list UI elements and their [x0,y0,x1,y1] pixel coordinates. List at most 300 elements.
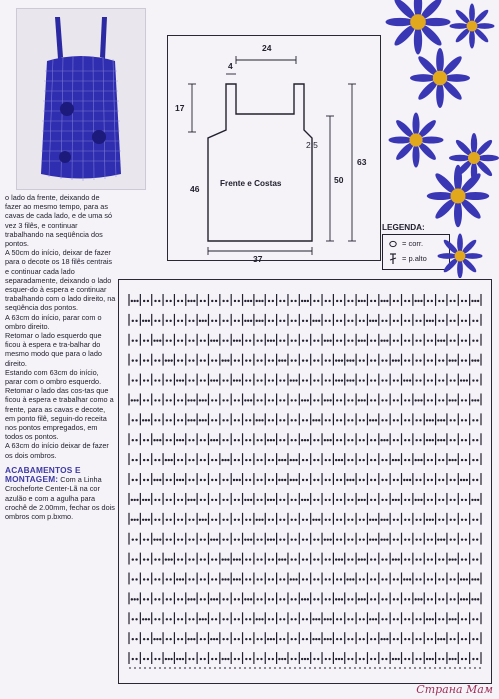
chain-mark [290,479,292,481]
chain-mark [199,419,201,421]
chain-mark [419,439,421,441]
chain-mark [200,459,202,461]
chain-mark [453,578,455,580]
chain-mark [472,459,474,461]
dim-total: 63 [357,157,367,167]
chain-mark [397,638,399,640]
chain-mark [181,598,183,600]
chain-mark [132,419,134,421]
chain-mark [347,419,349,421]
chain-mark [270,340,272,342]
chain-mark [438,519,440,521]
chain-mark [352,578,354,580]
chain-mark [147,439,149,441]
chain-mark [351,459,353,461]
chain-mark [295,379,297,381]
chain-mark [215,578,217,580]
chain-mark [221,558,223,560]
chain-mark [463,598,465,600]
chain-mark [420,459,422,461]
watermark: Страна Мам [416,683,493,696]
chain-mark [471,300,473,302]
chain-mark [226,499,228,501]
chain-mark [372,320,374,322]
chain-mark [404,439,406,441]
chain-mark [431,578,433,580]
chain-mark [471,598,473,600]
chain-mark [179,578,181,580]
chain-mark [374,359,376,361]
chain-mark [132,379,134,381]
chain-mark [245,340,247,342]
chain-mark [143,340,145,342]
chain-mark [395,359,397,361]
chain-mark [302,618,304,620]
chain-mark [358,598,360,600]
chain-mark [249,558,251,560]
chain-mark [437,340,439,342]
chain-mark [472,340,474,342]
chain-mark [340,439,342,441]
chain-mark [202,618,204,620]
chain-mark [182,479,184,481]
chain-mark [169,519,171,521]
chain-mark [415,578,417,580]
chain-mark [234,538,236,540]
chain-mark [278,658,280,660]
chain-mark [215,618,217,620]
chain-mark [203,379,205,381]
chain-mark [188,379,190,381]
chain-mark [284,359,286,361]
chain-mark [370,340,372,342]
chain-mark [279,300,281,302]
chain-mark [165,459,167,461]
chain-mark [177,459,179,461]
chain-mark [318,419,320,421]
chain-mark [261,419,263,421]
chain-mark [385,359,387,361]
chain-mark [136,300,138,302]
chain-mark [417,598,419,600]
chain-mark [181,519,183,521]
chain-mark [306,638,308,640]
chain-mark [224,658,226,660]
chain-mark [133,519,135,521]
chain-mark [359,379,361,381]
chain-mark [158,519,160,521]
chain-mark [317,538,319,540]
chain-mark [145,419,147,421]
chain-mark [132,320,134,322]
chain-mark [306,519,308,521]
chain-mark [438,359,440,361]
chain-mark [169,598,171,600]
chain-mark [370,359,372,361]
chain-mark [302,578,304,580]
chain-mark [199,399,201,401]
chain-mark [362,379,364,381]
chain-mark [203,439,205,441]
chain-mark [370,598,372,600]
chain-mark [466,598,468,600]
chain-mark [181,618,183,620]
chain-mark [325,419,327,421]
chain-mark [351,598,353,600]
chain-mark [461,618,463,620]
chain-mark [302,359,304,361]
chain-mark [301,439,303,441]
chain-mark [313,598,315,600]
chain-mark [461,638,463,640]
chain-mark [147,340,149,342]
chain-mark [147,538,149,540]
chain-mark [284,459,286,461]
chain-mark [347,538,349,540]
chain-mark [476,320,478,322]
chain-mark [431,479,433,481]
chain-mark [351,419,353,421]
chain-mark [159,538,161,540]
chain-mark [451,618,453,620]
chain-mark [426,519,428,521]
chain-mark [369,538,371,540]
chain-mark [222,499,224,501]
chain-mark [318,638,320,640]
chain-mark [471,359,473,361]
chain-mark [375,618,377,620]
chain-mark [145,499,147,501]
chain-mark [442,479,444,481]
chain-mark [176,479,178,481]
chain-mark [431,340,433,342]
chain-mark [374,638,376,640]
chain-mark [375,320,377,322]
chain-mark [256,479,258,481]
chain-mark [415,359,417,361]
chain-mark [385,499,387,501]
chain-mark [415,439,417,441]
chain-mark [454,359,456,361]
chain-mark [385,459,387,461]
chain-mark [328,459,330,461]
chain-mark [351,300,353,302]
chain-mark [166,399,168,401]
chain-mark [374,558,376,560]
chain-mark [260,578,262,580]
chain-mark [351,439,353,441]
chain-mark [169,320,171,322]
instruction-paragraph: A 50cm do início, deixar de fazer para o decote os 18 filês centrais e continuar cada lado separadamente, deixando o lado esquer-do à espera e continuar trabalhando com o lado direito, na seqüência dos pontos. [5,248,116,313]
chain-mark [374,459,376,461]
chain-mark [336,439,338,441]
chain-mark [324,399,326,401]
chain-mark [476,538,478,540]
chain-mark [177,359,179,361]
chain-mark [168,459,170,461]
chain-mark [166,439,168,441]
chain-mark [181,359,183,361]
chain-mark [304,658,306,660]
chain-mark [215,359,217,361]
chain-mark [256,340,258,342]
chain-mark [256,598,258,600]
chain-mark [132,340,134,342]
chain-mark [431,558,433,560]
chain-mark [227,558,229,560]
chain-mark [431,598,433,600]
chain-mark [465,558,467,560]
chain-mark [203,578,205,580]
chain-mark [244,399,246,401]
chain-mark [397,419,399,421]
chain-mark [381,419,383,421]
chain-mark [450,499,452,501]
chain-mark [340,519,342,521]
chain-mark [132,439,134,441]
chain-mark [279,439,281,441]
chain-mark [156,479,158,481]
chain-mark [403,578,405,580]
chain-mark [372,618,374,620]
chain-mark [304,499,306,501]
chain-mark [284,658,286,660]
chain-mark [438,578,440,580]
chain-mark [233,558,235,560]
chain-mark [338,598,340,600]
chain-mark [443,439,445,441]
chain-mark [249,638,251,640]
chain-mark [291,340,293,342]
chain-mark [461,459,463,461]
chain-mark [317,479,319,481]
chain-mark [393,399,395,401]
chain-mark [325,598,327,600]
chain-mark [461,658,463,660]
schematic-diagram [167,35,381,264]
chain-mark [397,618,399,620]
chain-mark [267,538,269,540]
chain-mark [147,300,149,302]
chain-mark [324,618,326,620]
chain-mark [336,479,338,481]
chain-mark [147,638,149,640]
chain-mark [359,459,361,461]
chain-mark [397,320,399,322]
chain-mark [361,558,363,560]
chain-mark [417,459,419,461]
chain-mark [170,558,172,560]
chain-mark [375,538,377,540]
chain-mark [397,538,399,540]
chain-mark [370,479,372,481]
chain-mark [325,558,327,560]
chain-mark [213,598,215,600]
chain-mark [245,439,247,441]
chain-mark [294,638,296,640]
chain-mark [168,558,170,560]
chain-mark [301,658,303,660]
chain-mark [227,359,229,361]
chain-mark [268,578,270,580]
chain-mark [291,519,293,521]
chain-mark [222,320,224,322]
chain-mark [249,578,251,580]
chain-mark [386,538,388,540]
instruction-paragraph: A 63cm do início deixar de fazer os dois ombros. [5,441,109,460]
chain-mark [192,558,194,560]
chain-mark [245,519,247,521]
chain-mark [295,578,297,580]
chain-mark [461,340,463,342]
chain-mark [419,638,421,640]
chain-mark [358,399,360,401]
chain-mark [359,578,361,580]
chain-mark [397,479,399,481]
chain-mark [158,578,160,580]
chain-mark [148,618,150,620]
chain-mark [476,459,478,461]
chain-mark [419,578,421,580]
chain-mark [404,340,406,342]
chain-mark [432,519,434,521]
chain-mark [461,499,463,501]
chain-mark [347,459,349,461]
chain-mark [472,538,474,540]
chain-mark [147,459,149,461]
chain-mark [294,538,296,540]
chain-mark [272,300,274,302]
chain-mark [294,519,296,521]
chain-mark [370,300,372,302]
chain-mark [442,658,444,660]
chain-mark [192,519,194,521]
chain-mark [304,399,306,401]
chain-mark [135,658,137,660]
chain-mark [221,359,223,361]
chain-mark [222,519,224,521]
chain-mark [328,598,330,600]
chain-mark [409,479,411,481]
chain-mark [472,618,474,620]
chain-mark [133,300,135,302]
chain-mark [291,399,293,401]
chain-mark [415,320,417,322]
chain-mark [450,419,452,421]
chain-mark [270,638,272,640]
chain-mark [443,638,445,640]
chain-mark [249,359,251,361]
chain-mark [386,638,388,640]
chain-mark [474,399,476,401]
chain-mark [358,340,360,342]
chain-mark [466,578,468,580]
chain-mark [335,359,337,361]
chain-mark [419,419,421,421]
chain-mark [385,618,387,620]
chain-mark [465,538,467,540]
chain-mark [336,300,338,302]
chain-mark [460,379,462,381]
chain-mark [393,439,395,441]
chain-mark [169,638,171,640]
chain-mark [351,499,353,501]
chain-mark [442,558,444,560]
chain-mark [340,399,342,401]
chain-mark [256,439,258,441]
chain-mark [397,439,399,441]
chain-mark [393,638,395,640]
chain-mark [404,538,406,540]
chain-mark [291,419,293,421]
chain-mark [450,479,452,481]
chain-mark [325,499,327,501]
chain-mark [380,638,382,640]
chain-mark [359,320,361,322]
chain-mark [472,558,474,560]
chain-mark [256,459,258,461]
chain-mark [374,379,376,381]
chain-mark [182,578,184,580]
chain-mark [247,320,249,322]
chain-mark [170,459,172,461]
chain-mark [192,578,194,580]
chain-mark [177,399,179,401]
chain-mark [177,538,179,540]
chain-mark [226,419,228,421]
chain-mark [267,499,269,501]
chain-mark [153,340,155,342]
chain-mark [431,538,433,540]
chain-mark [147,558,149,560]
chain-mark [404,638,406,640]
chain-mark [306,459,308,461]
chain-mark [268,519,270,521]
chain-mark [158,399,160,401]
chain-mark [386,439,388,441]
chain-mark [315,618,317,620]
chain-mark [135,618,137,620]
chain-mark [154,578,156,580]
chain-mark [283,519,285,521]
chain-mark [145,618,147,620]
flower-decoration [360,0,499,278]
chain-mark [166,538,168,540]
chain-mark [352,359,354,361]
chain-mark [261,618,263,620]
chain-mark [359,419,361,421]
chain-mark [177,519,179,521]
chain-mark [338,658,340,660]
chain-mark [159,479,161,481]
chain-mark [279,399,281,401]
chain-mark [374,598,376,600]
chain-mark [295,459,297,461]
chain-mark [283,419,285,421]
chain-mark [438,459,440,461]
chain-mark [381,558,383,560]
chain-mark [193,300,195,302]
chain-mark [451,359,453,361]
chain-mark [317,439,319,441]
chain-mark [279,578,281,580]
chain-mark [247,598,249,600]
chain-mark [302,459,304,461]
chain-mark [169,419,171,421]
chain-mark [283,340,285,342]
chain-mark [419,519,421,521]
dim-body: 50 [334,175,344,185]
